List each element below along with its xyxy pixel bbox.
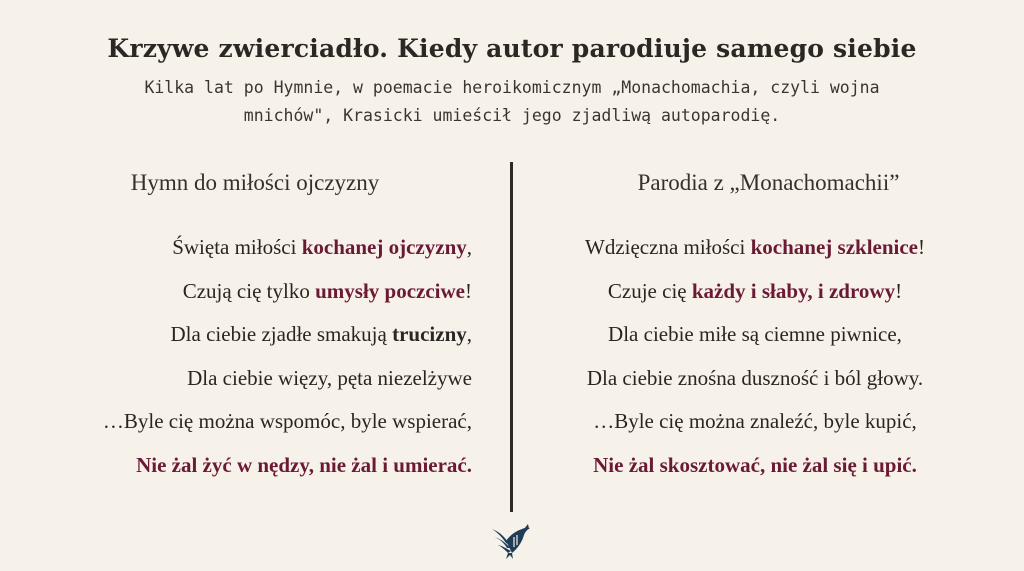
line-text: Czuje cię: [607, 278, 692, 303]
highlighted-phrase: Nie żal żyć w nędzy, nie żal i umierać.: [136, 452, 472, 477]
highlighted-phrase: każdy i słaby, i zdrowy: [691, 278, 896, 303]
highlighted-phrase: kochanej ojczyzny: [301, 235, 467, 259]
poem-line: [540, 400, 970, 444]
poem-line: [40, 357, 472, 401]
poem-line: [40, 226, 472, 270]
hymn-poem: [40, 226, 472, 487]
poem-line: [540, 444, 970, 488]
poem-line: [540, 270, 970, 314]
line-punct: !: [895, 278, 903, 303]
column-divider: [510, 162, 513, 512]
dove-logo-icon: [488, 515, 534, 561]
poem-line: [40, 313, 472, 357]
line-punct: ,: [466, 322, 472, 346]
line-text: …Byle cię można znaleźć, byle kupić,: [593, 409, 917, 433]
line-punct: !: [465, 278, 472, 303]
highlighted-phrase: umysły poczciwe: [315, 278, 465, 303]
page-title: Krzywe zwierciadło. Kiedy autor parodiuje samego siebie: [107, 34, 917, 63]
right-column-heading: Parodia z „Monachomachii”: [637, 170, 900, 195]
poem-line: [40, 270, 472, 314]
highlighted-phrase: trucizny: [392, 322, 467, 346]
subtitle: Kilka lat po Hymnie, w poemacie heroikomicznym „Monachomachia, czyli wojna mnichów", Krasicki umieścił jego zjadliwą autoparodię.: [144, 78, 880, 125]
line-text: Dla ciebie miłe są ciemne piwnice,: [608, 322, 902, 346]
poem-line: [540, 357, 970, 401]
line-text: Wdzięczna miłości: [585, 235, 751, 259]
poem-line: [540, 226, 970, 270]
line-text: Dla ciebie zjadłe smakują: [170, 322, 393, 346]
line-text: Dla ciebie więzy, pęta niezelżywe: [187, 365, 472, 390]
poem-line: [540, 313, 970, 357]
line-text: Święta miłości: [172, 235, 302, 259]
poem-line: [40, 400, 472, 444]
parody-poem: [540, 226, 970, 487]
line-punct: !: [918, 235, 925, 259]
line-punct: ,: [466, 235, 472, 259]
line-text: …Byle cię można wspomóc, byle wspierać,: [102, 409, 472, 433]
highlighted-phrase: kochanej szklenice: [750, 235, 918, 259]
highlighted-phrase: Nie żal skosztować, nie żal się i upić.: [593, 452, 917, 477]
line-text: Dla ciebie znośna duszność i ból głowy.: [586, 365, 924, 390]
line-text: Czują cię tylko: [182, 278, 316, 303]
poem-line: [40, 444, 472, 488]
left-column-heading: Hymn do miłości ojczyzny: [130, 170, 380, 195]
